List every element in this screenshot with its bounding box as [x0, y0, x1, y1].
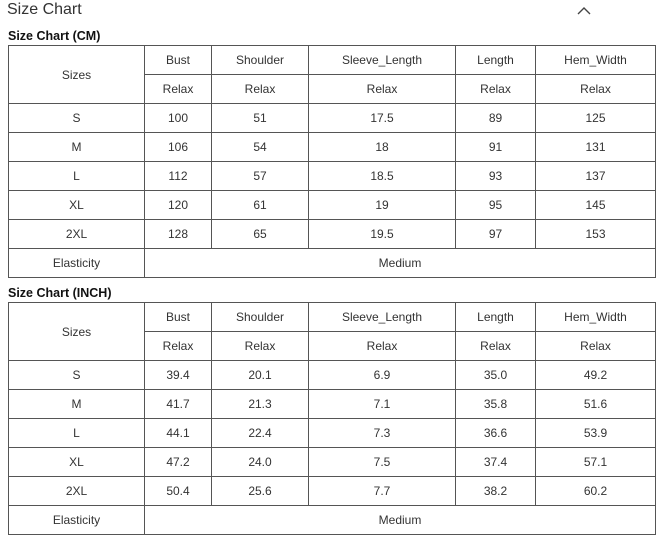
value-cell: 6.9	[309, 361, 456, 390]
value-cell: 131	[536, 133, 656, 162]
size-cell: S	[9, 361, 145, 390]
elasticity-row	[9, 506, 656, 535]
column-header: Hem_Width	[536, 46, 656, 75]
value-cell: 49.2	[536, 361, 656, 390]
fit-cell: Relax	[309, 332, 456, 361]
sizes-header: Sizes	[9, 303, 145, 361]
value-cell: 95	[456, 191, 536, 220]
column-header: Sleeve_Length	[309, 46, 456, 75]
table-row	[9, 448, 656, 477]
elasticity-label: Elasticity	[9, 506, 145, 535]
value-cell: 112	[145, 162, 212, 191]
value-cell: 53.9	[536, 419, 656, 448]
size-table-cm	[8, 45, 656, 278]
value-cell: 35.8	[456, 390, 536, 419]
fit-cell: Relax	[145, 75, 212, 104]
size-cell: XL	[9, 191, 145, 220]
value-cell: 100	[145, 104, 212, 133]
fit-cell: Relax	[536, 75, 656, 104]
elasticity-row	[9, 249, 656, 278]
value-cell: 44.1	[145, 419, 212, 448]
value-cell: 57	[212, 162, 309, 191]
column-header: Length	[456, 46, 536, 75]
table-row	[9, 361, 656, 390]
size-cell: 2XL	[9, 477, 145, 506]
value-cell: 38.2	[456, 477, 536, 506]
fit-cell: Relax	[212, 332, 309, 361]
value-cell: 7.1	[309, 390, 456, 419]
chevron-up-icon[interactable]	[576, 3, 592, 19]
table-row	[9, 220, 656, 249]
value-cell: 20.1	[212, 361, 309, 390]
value-cell: 18.5	[309, 162, 456, 191]
value-cell: 97	[456, 220, 536, 249]
size-cell: S	[9, 104, 145, 133]
value-cell: 60.2	[536, 477, 656, 506]
value-cell: 7.7	[309, 477, 456, 506]
value-cell: 57.1	[536, 448, 656, 477]
value-cell: 93	[456, 162, 536, 191]
sizes-header: Sizes	[9, 46, 145, 104]
value-cell: 7.3	[309, 419, 456, 448]
value-cell: 37.4	[456, 448, 536, 477]
value-cell: 89	[456, 104, 536, 133]
value-cell: 153	[536, 220, 656, 249]
size-table-inch	[8, 302, 656, 535]
table-header-row	[9, 46, 656, 75]
value-cell: 50.4	[145, 477, 212, 506]
value-cell: 65	[212, 220, 309, 249]
value-cell: 51	[212, 104, 309, 133]
table-row	[9, 191, 656, 220]
value-cell: 19.5	[309, 220, 456, 249]
value-cell: 19	[309, 191, 456, 220]
value-cell: 54	[212, 133, 309, 162]
value-cell: 91	[456, 133, 536, 162]
size-cell: XL	[9, 448, 145, 477]
value-cell: 120	[145, 191, 212, 220]
column-header: Bust	[145, 303, 212, 332]
value-cell: 24.0	[212, 448, 309, 477]
value-cell: 47.2	[145, 448, 212, 477]
inch-table-title: Size Chart (INCH)	[8, 286, 112, 300]
value-cell: 36.6	[456, 419, 536, 448]
column-header: Bust	[145, 46, 212, 75]
table-row	[9, 477, 656, 506]
value-cell: 137	[536, 162, 656, 191]
table-row	[9, 133, 656, 162]
value-cell: 35.0	[456, 361, 536, 390]
value-cell: 7.5	[309, 448, 456, 477]
value-cell: 25.6	[212, 477, 309, 506]
value-cell: 61	[212, 191, 309, 220]
value-cell: 17.5	[309, 104, 456, 133]
fit-cell: Relax	[456, 75, 536, 104]
column-header: Sleeve_Length	[309, 303, 456, 332]
table-row	[9, 390, 656, 419]
size-cell: 2XL	[9, 220, 145, 249]
size-chart-header[interactable]	[0, 0, 600, 22]
column-header: Shoulder	[212, 303, 309, 332]
table-row	[9, 419, 656, 448]
table-header-row	[9, 303, 656, 332]
fit-cell: Relax	[212, 75, 309, 104]
value-cell: 22.4	[212, 419, 309, 448]
value-cell: 41.7	[145, 390, 212, 419]
table-row	[9, 162, 656, 191]
cm-table-title: Size Chart (CM)	[8, 29, 101, 43]
column-header: Hem_Width	[536, 303, 656, 332]
size-cell: L	[9, 162, 145, 191]
elasticity-value: Medium	[145, 249, 656, 278]
panel-title: Size Chart	[7, 1, 82, 18]
fit-cell: Relax	[309, 75, 456, 104]
size-cell: L	[9, 419, 145, 448]
value-cell: 145	[536, 191, 656, 220]
table-row	[9, 104, 656, 133]
value-cell: 51.6	[536, 390, 656, 419]
fit-cell: Relax	[536, 332, 656, 361]
column-header: Length	[456, 303, 536, 332]
value-cell: 18	[309, 133, 456, 162]
elasticity-value: Medium	[145, 506, 656, 535]
fit-cell: Relax	[456, 332, 536, 361]
value-cell: 125	[536, 104, 656, 133]
size-cell: M	[9, 390, 145, 419]
value-cell: 21.3	[212, 390, 309, 419]
size-cell: M	[9, 133, 145, 162]
value-cell: 128	[145, 220, 212, 249]
value-cell: 106	[145, 133, 212, 162]
fit-cell: Relax	[145, 332, 212, 361]
elasticity-label: Elasticity	[9, 249, 145, 278]
value-cell: 39.4	[145, 361, 212, 390]
column-header: Shoulder	[212, 46, 309, 75]
